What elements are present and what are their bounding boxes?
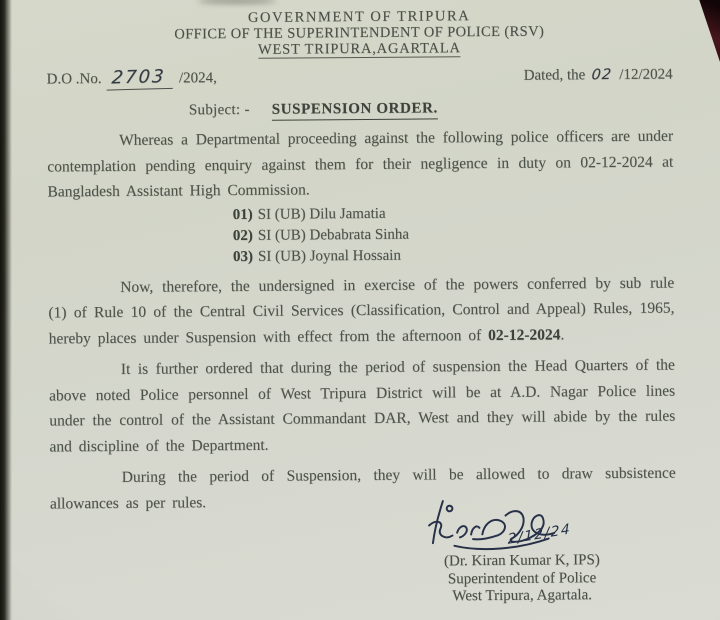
signature-block: [389, 496, 655, 607]
order-text: Now, therefore, the undersigned in exercise of the powers conferred by sub rule (1) of Rule 10 of the Central Civil Services (Classification, Control and Appeal) Rules, 1965, hereby places under Suspension with effect from the afternoon of: [48, 274, 675, 347]
officer-list: [233, 201, 674, 267]
do-number-year: /2024,: [178, 70, 217, 87]
officer-number: 02): [232, 227, 253, 244]
do-number-label: D.O .No.: [46, 71, 102, 88]
officer-number: 03): [232, 248, 254, 265]
subject-line: [189, 99, 673, 122]
order-text-end: .: [560, 325, 565, 343]
subject-label: Subject: -: [188, 101, 250, 119]
officer-name: SI (UB) Joynal Hossain: [257, 247, 401, 265]
do-number-group: [47, 66, 217, 90]
dated-group: [524, 67, 673, 85]
scan-edge-shadow-left: [0, 0, 12, 620]
officer-number: 01): [232, 206, 253, 223]
letterhead-government: GOVERNMENT OF TRIPURA: [247, 8, 471, 26]
subject-value: SUSPENSION ORDER.: [272, 100, 438, 120]
signature-date-handwritten: 2/12/24: [507, 521, 572, 548]
letterhead-place: [46, 39, 672, 61]
signatory-place: West Tripura, Agartala.: [452, 587, 593, 605]
dated-label: Dated, the: [523, 67, 586, 84]
dated-rest: /12/2024: [619, 66, 673, 83]
order-effective-date: 02-12-2024: [488, 325, 561, 344]
signatory-title: Superintendent of Police: [447, 569, 597, 587]
letterhead-place-underlined: WEST TRIPURA,AGARTALA: [257, 40, 461, 58]
officer-name: SI (UB) Dilu Jamatia: [257, 205, 386, 223]
officer-name: SI (UB) Debabrata Sinha: [257, 226, 410, 244]
do-number-handwritten: 2703: [106, 66, 174, 91]
dated-day-handwritten: 02: [591, 66, 614, 84]
paragraph-allowance: During the period of Suspension, they will be allowed to draw subsistence allowances as per rules.: [49, 464, 676, 512]
paragraph-headquarters: It is further ordered that during the period of suspension the Head Quarters of the above noted Police personnel of West Tripura District will be at A.D. Nagar Police lines under the control of the Assistant Commandant DAR, West and they will abide by the rules and discipline of the Department.: [49, 356, 676, 455]
paragraph-order: [48, 270, 675, 351]
letterhead-office: OFFICE OF THE SUPERINTENDENT OF POLICE (RSV): [174, 23, 545, 43]
officer-row: [233, 243, 674, 267]
paragraph-whereas: Whereas a Departmental proceeding against the following police officers are under contemplation pending enquiry against them for their negligence in duty on 02-12-2024 at Bangladesh Assistant High Commission.: [47, 127, 674, 201]
signatory-name: (Dr. Kiran Kumar K, IPS): [443, 552, 600, 570]
letterhead: [46, 7, 672, 61]
reference-line: [47, 63, 673, 91]
signature-area: [389, 496, 654, 554]
